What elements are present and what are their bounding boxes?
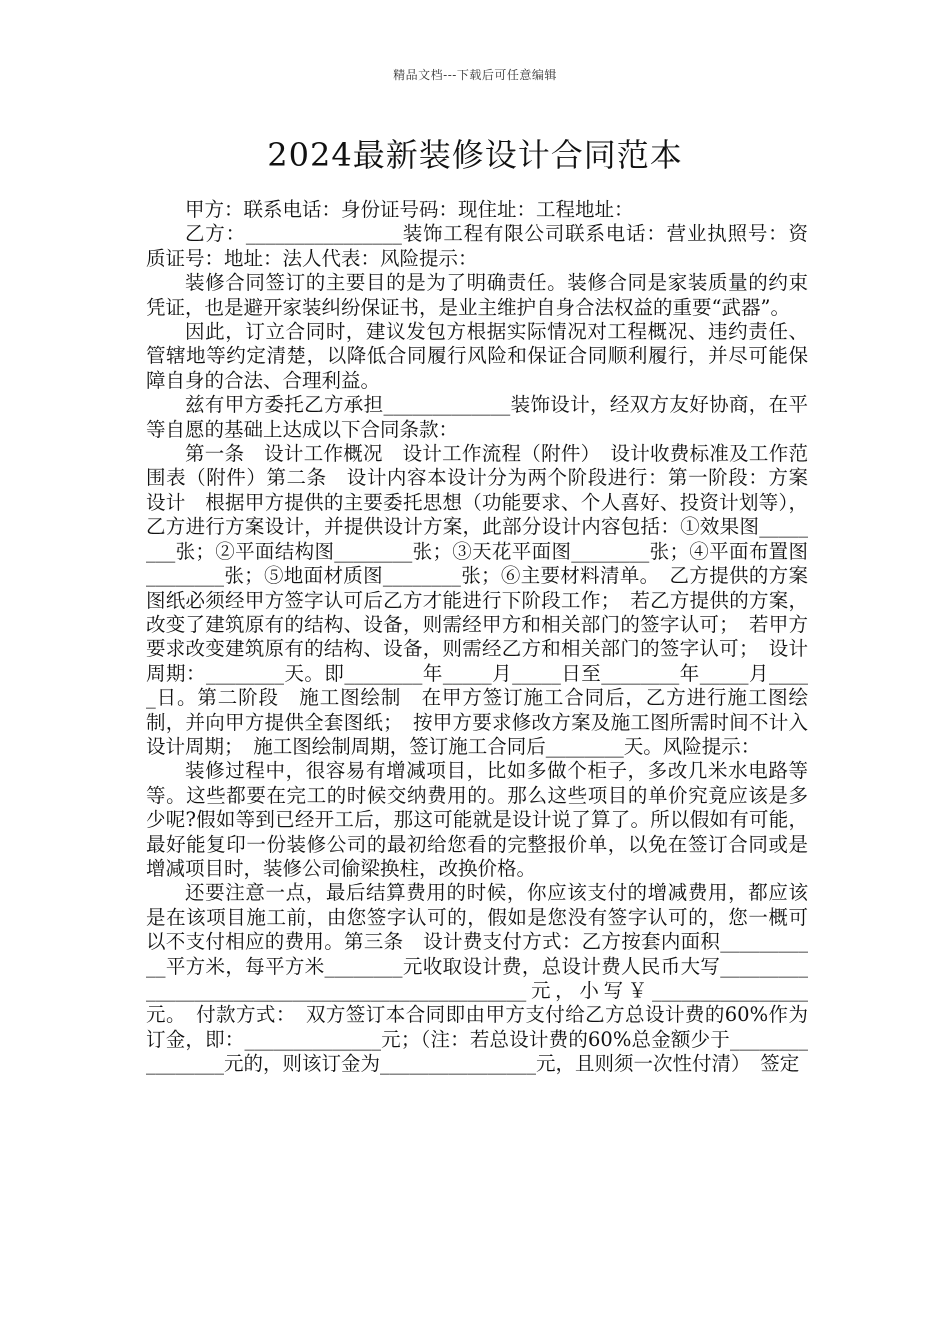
- paragraph-risk-increase: 装修过程中，很容易有增减项目，比如多做个柜子，多改几米水电路等等。这些都要在完工的时候交纳费用的。那么这些项目的单价究竟应该是多少呢?假如等到已经开工后，那这可能就是设计说了算了。所以假如有可能，最好能复印一份装修公司的最初给您看的完整报价单，以免在签订合同或是增减项目时，装修公司偷梁换柱，改换价格。: [146, 759, 808, 880]
- paragraph-suggestion: 因此，订立合同时，建议发包方根据实际情况对工程概况、违约责任、管辖地等约定清楚，以降低合同履行风险和保证合同顺利履行，并尽可能保障自身的合法、合理利益。: [146, 320, 808, 392]
- paragraph-articles-one-two: 第一条 设计工作概况 设计工作流程（附件） 设计收费标准及工作范围表（附件）第二条 设计内容本设计分为两个阶段进行：第一阶段：方案设计 根据甲方提供的主要委托思想（功能要求、个人喜好、投资计划等），乙方进行方案设计，并提供设计方案，此部分设计内容包括：①效果图________张；②平面结构图________张；③天花平面图________张；④平面布置图________张；⑤地面材质图________张；⑥主要材料清单。 乙方提供的方案图纸必须经甲方签字认可后乙方才能进行下阶段工作； 若乙方提供的方案，改变了建筑原有的结构、设备，则需经甲方和相关部门的签字认可； 若甲方要求改变建筑原有的结构、设备，则需经乙方和相关部门的签字认可； 设计周期：________天。即________年_____月_____日至________年_____月_____日。第二阶段 施工图绘制 在甲方签订施工合同后，乙方进行施工图绘制，并向甲方提供全套图纸； 按甲方要求修改方案及施工图所需时间不计入设计周期； 施工图绘制周期，签订施工合同后________天。风险提示：: [146, 442, 808, 758]
- paragraph-commission: 兹有甲方委托乙方承担_____________装饰设计，经双方友好协商，在平等自愿的基础上达成以下合同条款：: [146, 393, 808, 441]
- header-note: 精品文档---下载后可任意编辑: [393, 68, 557, 82]
- paragraph-party-b: 乙方：________________装饰工程有限公司联系电话：营业执照号：资质证号：地址：法人代表：风险提示：: [146, 222, 808, 270]
- paragraph-party-a: 甲方：联系电话：身份证号码：现住址：工程地址：: [185, 198, 634, 221]
- paragraph-article-three: 还要注意一点，最后结算费用的时候，你应该支付的增减费用，都应该是在该项目施工前，由您签字认可的，假如是您没有签字认可的，您一概可以不支付相应的费用。第三条 设计费支付方式：乙方按套内面积___________平方米，每平方米________元收取设计费，总设计费人民币大写________________________________________________元，小写￥________________元。 付款方式： 双方签订本合同即由甲方支付给乙方总设计费的60%作为订金，即：______________元；（注：若总设计费的60%总金额少于________________元的，则该订金为________________元，且则须一次性付清） 签定: [146, 881, 808, 1076]
- paragraph-contract-purpose: 装修合同签订的主要目的是为了明确责任。装修合同是家装质量的约束凭证，也是避开家装纠纷保证书，是业主维护自身合法权益的重要“武器”。: [146, 271, 808, 319]
- document-title: 2024最新装修设计合同范本: [267, 136, 683, 174]
- document-body: [146, 198, 808, 1077]
